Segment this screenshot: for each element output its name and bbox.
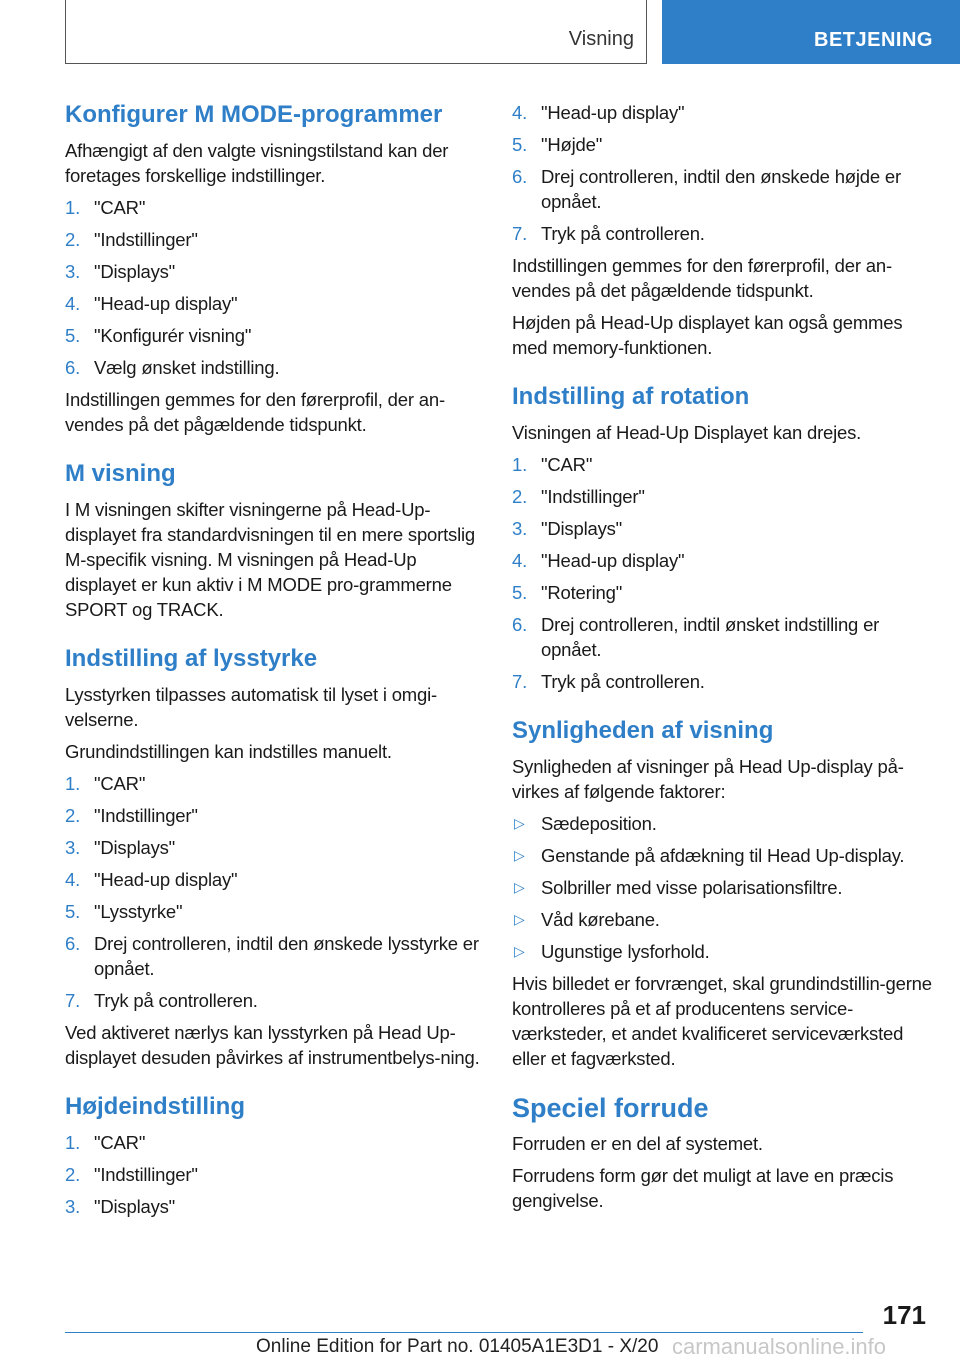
header-chapter-tab: BETJENING [662,0,960,64]
step-list [65,195,485,380]
list-item: 3. "Displays" [65,261,176,282]
list-item: 4. "Head-up display" [512,550,685,571]
paragraph: Lysstyrken tilpasses automatisk til lyset i omgi-velserne. [65,684,437,730]
paragraph: Visningen af Head-Up Displayet kan drejes. [512,422,862,443]
step-list [512,452,932,694]
list-item: ▷ Genstande på afdækning til Head Up-display. [514,845,905,866]
triangle-bullet-icon: ▷ [514,879,525,895]
list-item: ▷ Våd kørebane. [514,909,660,930]
list-item: 6. Drej controlleren, indtil den ønskede lysstyrke er opnået. [65,933,479,979]
step-list [65,771,485,1013]
list-item: 2. "Indstillinger" [65,805,198,826]
triangle-bullet-icon: ▷ [514,847,525,863]
section-heading: Synligheden af visning [512,717,774,744]
list-item: 5. "Lysstyrke" [65,901,183,922]
section-height-continued [512,100,932,360]
list-item: 6. Drej controlleren, indtil ønsket indstilling er opnået. [512,614,880,660]
paragraph: Hvis billedet er forvrænget, skal grundindstillin-gerne kontrolleres på et af producentens service-værksteder, et andet kvalificeret serviceværksted eller et fagværksted. [512,973,932,1069]
step-list [65,1130,485,1219]
list-item: 4. "Head-up display" [65,869,238,890]
paragraph: Forrudens form gør det muligt at lave en præcis gengivelse. [512,1165,894,1211]
section-configure-m-mode [65,100,485,437]
list-item: 1. "CAR" [512,454,593,475]
list-item: 3. "Displays" [65,1196,176,1217]
paragraph: Højden på Head-Up displayet kan også gemmes med memory-funktionen. [512,312,903,358]
paragraph: Indstillingen gemmes for den førerprofil, der an-vendes på det pågældende tidspunkt. [512,255,892,301]
list-item: 4. "Head-up display" [65,293,238,314]
paragraph: Synligheden af visninger på Head Up-display på-virkes af følgende faktorer: [512,756,904,802]
list-item: 5. "Konfigurér visning" [65,325,252,346]
header-section-title: Visning [568,28,634,50]
list-item: 7. Tryk på controlleren. [512,671,705,692]
list-item: 2. "Indstillinger" [512,486,645,507]
triangle-bullet-icon: ▷ [514,815,525,831]
list-item: 5. "Rotering" [512,582,623,603]
list-item: 7. Tryk på controlleren. [65,990,258,1011]
triangle-bullet-icon: ▷ [514,911,525,927]
footer-edition-text: Online Edition for Part no. 01405A1E3D1 - X/20 [256,1336,659,1357]
list-item: 4. "Head-up display" [512,102,685,123]
list-item: 5. "Højde" [512,134,603,155]
bullet-list [512,811,932,964]
list-item: 6. Drej controlleren, indtil den ønskede højde er opnået. [512,166,901,212]
section-heading: Konfigurer M MODE-programmer [65,101,443,128]
section-heading: Højdeindstilling [65,1093,245,1120]
section-visibility [512,716,932,1071]
step-list [512,100,932,246]
list-item: 2. "Indstillinger" [65,1164,198,1185]
paragraph: Afhængigt af den valgte visningstilstand kan der foretages forskellige indstillinger. [65,140,449,186]
watermark: carmanualsonline.info [672,1334,887,1359]
header-frame [65,0,647,64]
section-heading: Speciel forrude [512,1093,709,1123]
list-item: ▷ Sædeposition. [514,813,657,834]
list-item: 3. "Displays" [512,518,623,539]
list-item: ▷ Ugunstige lysforhold. [514,941,710,962]
list-item: 3. "Displays" [65,837,176,858]
section-heading: Indstilling af rotation [512,383,750,410]
right-column [512,100,932,1235]
section-height [65,1092,485,1219]
list-item: 7. Tryk på controlleren. [512,223,705,244]
section-m-display [65,459,485,622]
triangle-bullet-icon: ▷ [514,943,525,959]
list-item: 1. "CAR" [65,773,146,794]
paragraph: I M visningen skifter visningerne på Head-Up-displayet fra standardvisningen til en mere sportslig M-specifik visning. M visningen på Head-Up displayet er kun aktiv i M MODE pro-grammerne SPORT og TRACK. [65,499,475,620]
section-special-windshield [512,1093,932,1213]
section-brightness [65,644,485,1070]
list-item: 1. "CAR" [65,1132,146,1153]
paragraph: Forruden er en del af systemet. [512,1133,763,1154]
section-heading: Indstilling af lysstyrke [65,645,318,672]
page-number: 171 [882,1300,926,1330]
list-item: 6. Vælg ønsket indstilling. [65,357,280,378]
left-column [65,100,485,1241]
section-heading: M visning [65,460,176,487]
footer-divider [65,1332,863,1333]
paragraph: Ved aktiveret nærlys kan lysstyrken på Head Up-displayet desuden påvirkes af instrumentbelys-ning. [65,1022,480,1068]
section-rotation [512,382,932,694]
list-item: ▷ Solbriller med visse polarisationsfiltre. [514,877,843,898]
paragraph: Grundindstillingen kan indstilles manuelt. [65,741,392,762]
paragraph: Indstillingen gemmes for den førerprofil, der an-vendes på det pågældende tidspunkt. [65,389,445,435]
list-item: 1. "CAR" [65,197,146,218]
list-item: 2. "Indstillinger" [65,229,198,250]
